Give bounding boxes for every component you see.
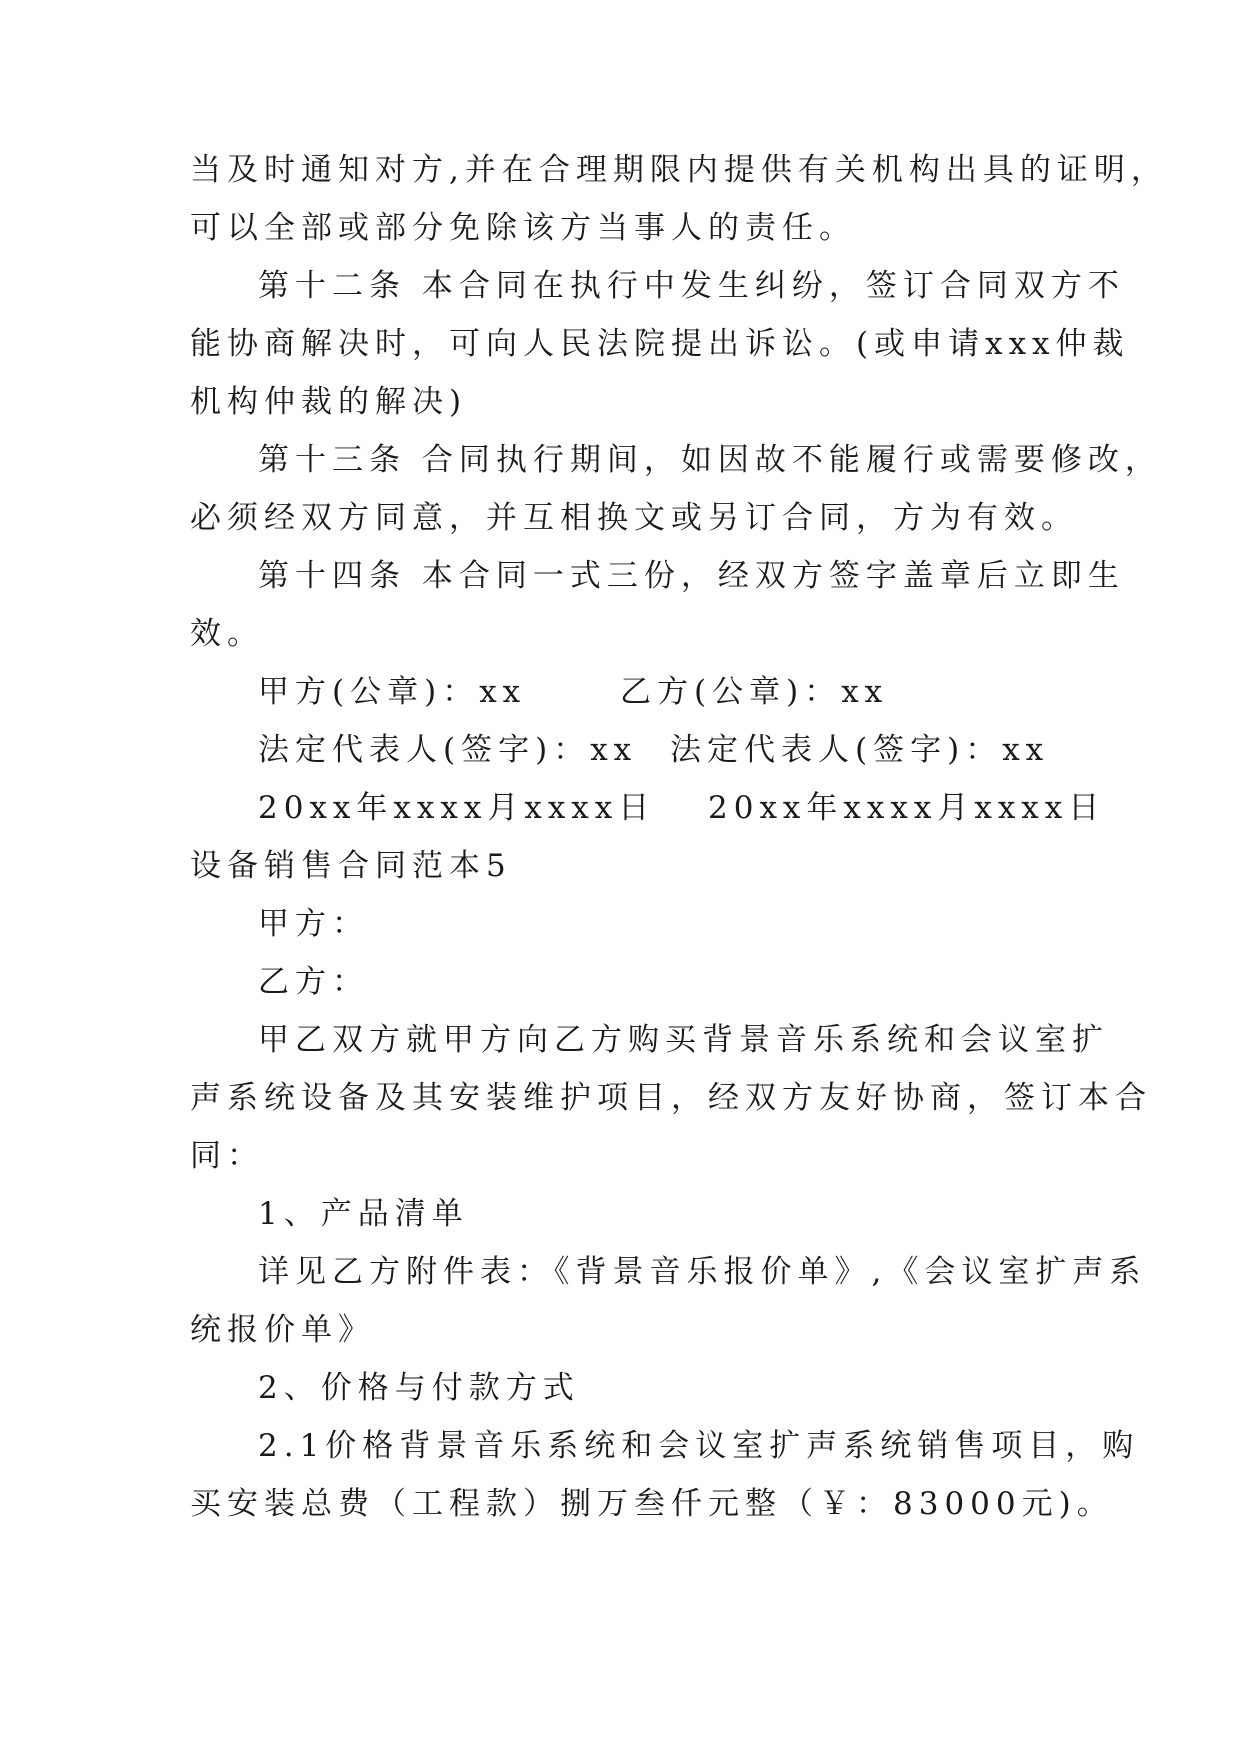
paragraph-line: 统报价单》	[190, 1312, 375, 1348]
paragraph-line: 当及时通知对方,并在合理期限内提供有关机构出具的证明，	[190, 152, 1168, 188]
paragraph-line: 声系统设备及其安装维护项目，经双方友好协商，签订本合	[190, 1080, 1152, 1116]
paragraph-line: 同：	[190, 1138, 264, 1174]
paragraph-line: 效。	[190, 616, 264, 652]
paragraph-line: 必须经双方同意，并互相换文或另订合同，方为有效。	[190, 500, 1078, 536]
party-a-date: 20xx年xxxx月xxxx日	[258, 790, 656, 826]
article-13-line: 第十三条 合同执行期间，如因故不能履行或需要修改，	[258, 442, 1162, 478]
party-a-label: 甲方：	[258, 906, 369, 942]
clause-heading: 2、价格与付款方式	[258, 1370, 580, 1406]
paragraph-line: 买安装总费（工程款）捌万叁仟元整（￥：83000元)。	[190, 1486, 1114, 1522]
paragraph-line: 能协商解决时，可向人民法院提出诉讼。(或申请xxx仲裁	[190, 326, 1130, 362]
party-b-seal: 乙方(公章)：xx	[620, 674, 889, 710]
paragraph-line: 可以全部或部分免除该方当事人的责任。	[190, 210, 856, 246]
paragraph-line: 机构仲裁的解决)	[190, 384, 468, 420]
paragraph-line: 2.1价格背景音乐系统和会议室扩声系统销售项目，购	[258, 1428, 1140, 1464]
party-b-date: 20xx年xxxx月xxxx日	[708, 790, 1106, 826]
article-14-line: 第十四条 本合同一式三份，经双方签字盖章后立即生	[258, 558, 1125, 594]
section-title: 设备销售合同范本5	[190, 848, 512, 884]
clause-heading: 1、产品清单	[258, 1196, 469, 1232]
article-12-line: 第十二条 本合同在执行中发生纠纷，签订合同双方不	[258, 268, 1125, 304]
paragraph-line: 甲乙双方就甲方向乙方购买背景音乐系统和会议室扩	[258, 1022, 1109, 1058]
party-a-rep: 法定代表人(签字)：xx	[258, 732, 638, 768]
party-a-seal: 甲方(公章)：xx	[258, 674, 527, 710]
party-b-label: 乙方：	[258, 964, 369, 1000]
party-b-rep: 法定代表人(签字)：xx	[670, 732, 1050, 768]
paragraph-line: 详见乙方附件表：《背景音乐报价单》,《会议室扩声系	[258, 1254, 1147, 1290]
